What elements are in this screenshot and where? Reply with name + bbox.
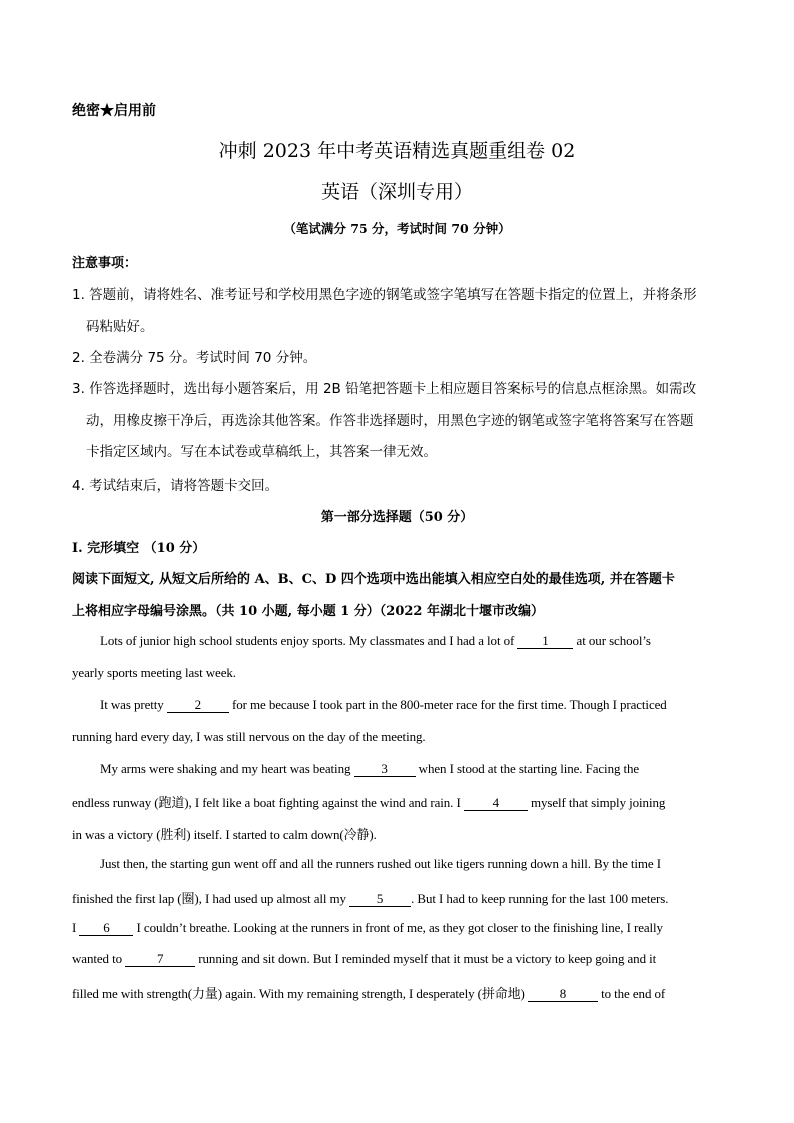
exam-meta: （笔试满分 75 分，考试时间 70 分钟）	[283, 221, 511, 236]
passage-line: running hard every day, I was still nervous on the day of the meeting.	[72, 729, 426, 744]
passage-text: finished the first lap (圈), I had used up almost all my	[72, 891, 350, 906]
section-instruction: 上将相应字母编号涂黑。（共 10 小题, 每小题 1 分）（2022 年湖北十堰市改编）	[72, 604, 544, 619]
passage-line	[100, 697, 667, 713]
passage-line	[100, 761, 639, 777]
passage-line	[72, 792, 665, 811]
section-instruction: 阅读下面短文, 从短文后所给的 A、B、C、D 四个选项中选出能填入相应空白处的最佳选项, 并在答题卡	[72, 572, 675, 587]
blank-6[interactable]: 6	[79, 921, 133, 936]
blank-5[interactable]: 5	[349, 892, 411, 907]
blank-2[interactable]: 2	[167, 698, 229, 713]
passage-text: I	[72, 920, 80, 935]
passage-text: I couldn’t breathe. Looking at the runners in front of me, as they got closer to the finishing line, I really	[133, 920, 663, 935]
confidential-label: 绝密★启用前	[72, 103, 156, 119]
section-title: I. 完形填空 （10 分）	[72, 541, 206, 556]
blank-4[interactable]: 4	[464, 796, 528, 811]
passage-text: myself that simply joining	[527, 795, 666, 810]
passage-text: for me because I took part in the 800-meter race for the first time. Though I practiced	[228, 697, 667, 712]
passage-line: yearly sports meeting last week.	[72, 665, 236, 680]
passage-text: Lots of junior high school students enjoy sports. My classmates and I had a lot of	[100, 633, 518, 648]
notice-item: 动，用橡皮擦干净后，再选涂其他答案。作答非选择题时，用黑色字迹的钢笔或签字笔将答案写在答题	[86, 413, 694, 429]
passage-text: when I stood at the starting line. Facing the	[415, 761, 640, 776]
passage-text: filled me with strength(力量) again. With my remaining strength, I desperately (拼命地)	[72, 986, 528, 1001]
passage-line: Just then, the starting gun went off and all the runners rushed out like tigers running down a hill. By the time I	[100, 856, 661, 871]
blank-1[interactable]: 1	[517, 634, 573, 649]
notice-heading: 注意事项：	[72, 256, 138, 271]
part-heading: 第一部分选择题（50 分）	[320, 510, 474, 525]
notice-item: 码粘贴好。	[86, 319, 154, 335]
passage-text: running and sit down. But I reminded myself that it must be a victory to keep going and it	[195, 951, 657, 966]
passage-line	[72, 920, 663, 936]
notice-item: 4. 考试结束后，请将答题卡交回。	[72, 478, 279, 494]
blank-3[interactable]: 3	[354, 762, 416, 777]
notice-item: 3. 作答选择题时，选出每小题答案后，用 2B 铅笔把答题卡上相应题目答案标号的信息点框涂黑。如需改	[72, 381, 697, 397]
passage-line: in was a victory (胜利) itself. I started to calm down(冷静).	[72, 827, 377, 842]
passage-text: wanted to	[72, 951, 126, 966]
passage-text: to the end of	[597, 986, 666, 1001]
exam-title: 冲刺 2023 年中考英语精选真题重组卷 02	[218, 140, 576, 162]
passage-line	[100, 633, 651, 649]
passage-text: at our school’s	[573, 633, 651, 648]
passage-line	[72, 951, 656, 967]
passage-text: It was pretty	[100, 697, 167, 712]
notice-item: 卡指定区域内。写在本试卷或草稿纸上，其答案一律无效。	[86, 444, 437, 460]
blank-7[interactable]: 7	[125, 952, 195, 967]
notice-item: 2. 全卷满分 75 分。考试时间 70 分钟。	[72, 350, 317, 366]
exam-subtitle: 英语（深圳专用）	[320, 181, 473, 203]
notice-item: 1. 答题前，请将姓名、准考证号和学校用黑色字迹的钢笔或签字笔填写在答题卡指定的位置上，并将条形	[72, 287, 697, 303]
passage-line	[72, 983, 665, 1002]
passage-text: . But I had to keep running for the last 100 meters.	[411, 891, 669, 906]
blank-8[interactable]: 8	[528, 987, 598, 1002]
passage-text: endless runway (跑道), I felt like a boat fighting against the wind and rain. I	[72, 795, 464, 810]
passage-line	[72, 888, 668, 907]
passage-text: My arms were shaking and my heart was beating	[100, 761, 354, 776]
